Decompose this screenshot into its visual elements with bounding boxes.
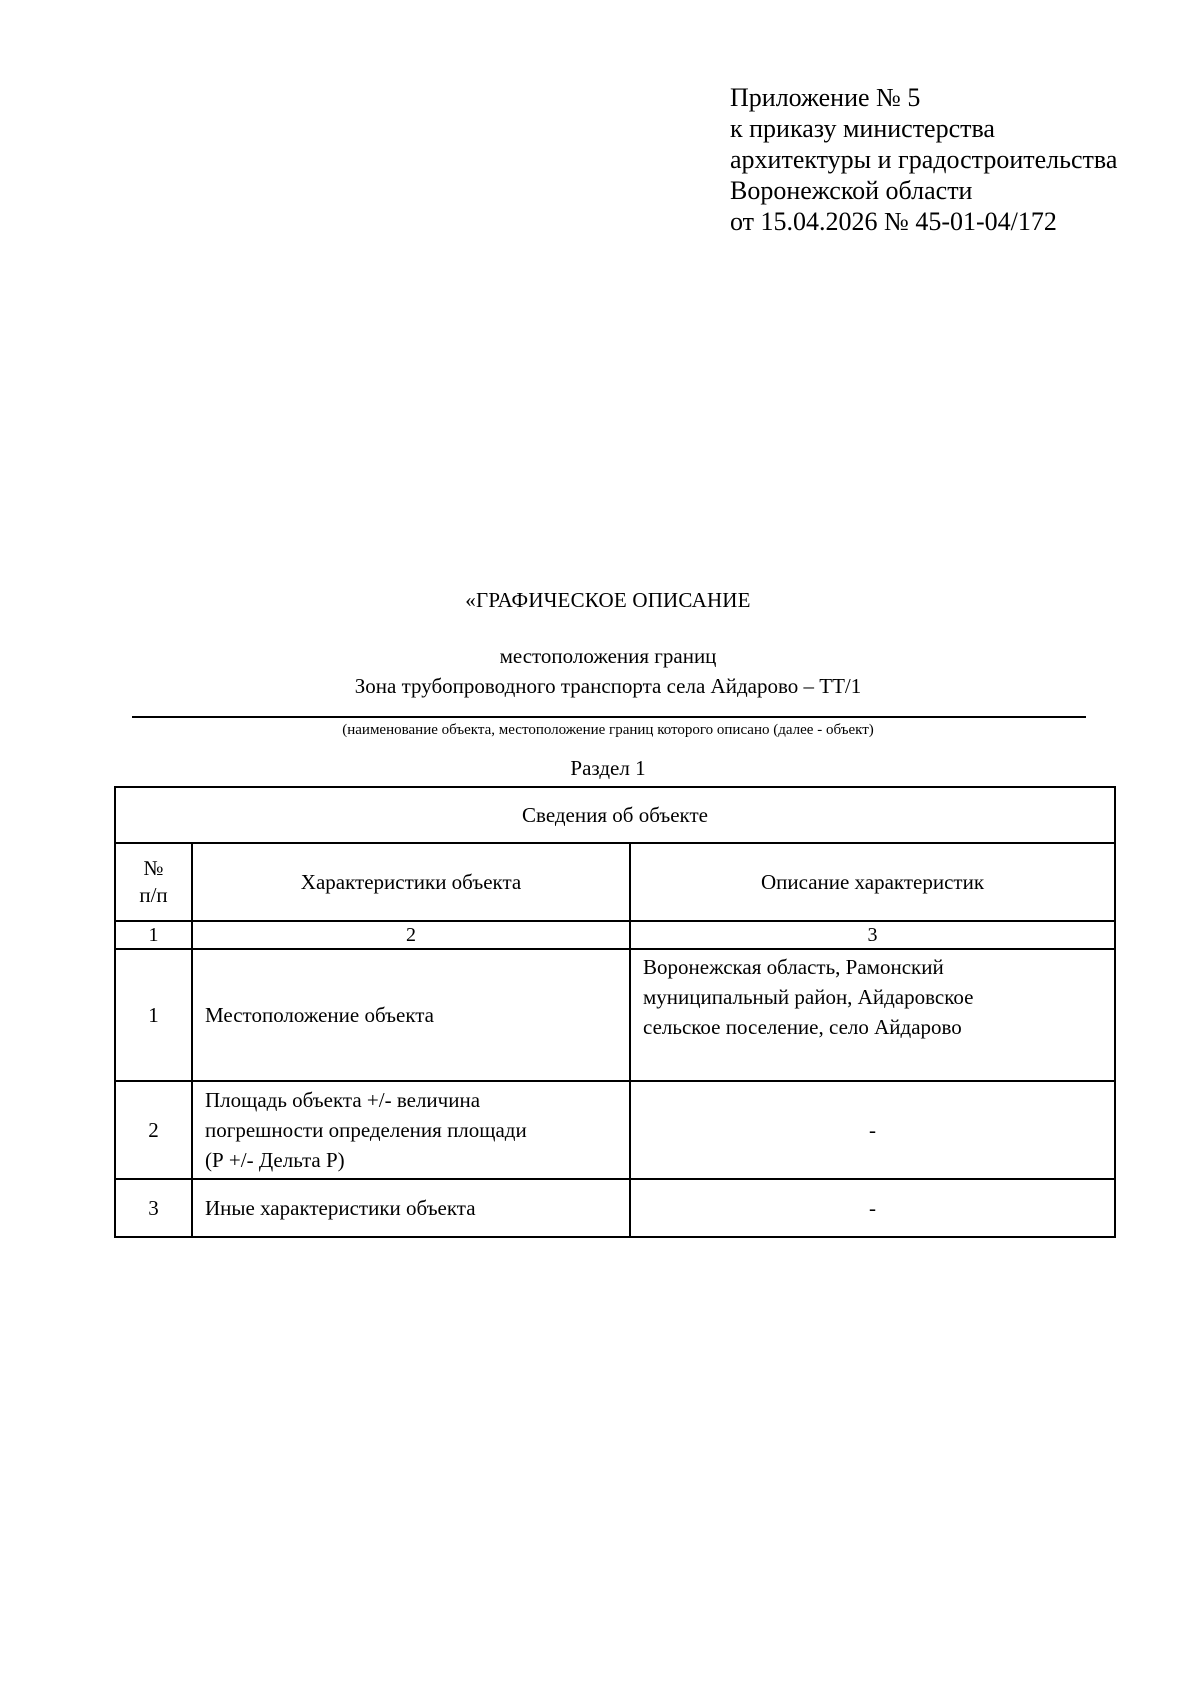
table-caption: Сведения об объекте: [115, 787, 1115, 843]
description-line: сельское поселение, село Айдарово: [643, 1015, 962, 1039]
object-info-table: [114, 786, 1116, 1238]
table-row: [115, 1179, 1115, 1237]
row-characteristic: Местоположение объекта: [192, 949, 630, 1081]
table-row: [115, 949, 1115, 1081]
appendix-line: Воронежской области: [730, 176, 973, 205]
document-subtitle: местоположения границ: [499, 644, 717, 668]
characteristic-line: Площадь объекта +/- величина: [205, 1088, 481, 1112]
header-num: [115, 843, 192, 921]
document-title: «ГРАФИЧЕСКОЕ ОПИСАНИЕ: [465, 588, 751, 612]
header-characteristics: Характеристики объекта: [192, 843, 630, 921]
appendix-line: Приложение № 5: [730, 83, 921, 112]
characteristic-line: (Р +/- Дельта Р): [205, 1148, 345, 1172]
header-num-line1: №: [143, 856, 164, 880]
table-header-row: [115, 843, 1115, 921]
index-cell: 3: [630, 921, 1115, 949]
index-cell: 2: [192, 921, 630, 949]
row-characteristic: Иные характеристики объекта: [192, 1179, 630, 1237]
header-num-line2: п/п: [139, 883, 168, 907]
appendix-header: [730, 82, 1117, 237]
row-num: 2: [115, 1081, 192, 1179]
description-line: Воронежская область, Рамонский: [643, 955, 944, 979]
characteristic-line: погрешности определения площади: [205, 1118, 527, 1142]
row-description: -: [630, 1179, 1115, 1237]
object-name-caption: (наименование объекта, местоположение границ которого описано (далее - объект): [342, 722, 874, 738]
table-row: [115, 1081, 1115, 1179]
row-description: -: [630, 1081, 1115, 1179]
row-num: 3: [115, 1179, 192, 1237]
description-line: муниципальный район, Айдаровское: [643, 985, 974, 1009]
table-index-row: [115, 921, 1115, 949]
row-num: 1: [115, 949, 192, 1081]
appendix-line: к приказу министерства: [730, 114, 995, 143]
section-title: Раздел 1: [570, 756, 646, 780]
header-description: Описание характеристик: [630, 843, 1115, 921]
object-name: Зона трубопроводного транспорта села Айдарово – ТТ/1: [354, 674, 862, 698]
row-description: [630, 949, 1115, 1081]
index-cell: 1: [115, 921, 192, 949]
divider: [132, 716, 1086, 718]
table-caption-row: [115, 787, 1115, 843]
appendix-line: от 15.04.2026 № 45-01-04/172: [730, 207, 1057, 236]
appendix-line: архитектуры и градостроительства: [730, 145, 1118, 174]
row-characteristic: [192, 1081, 630, 1179]
